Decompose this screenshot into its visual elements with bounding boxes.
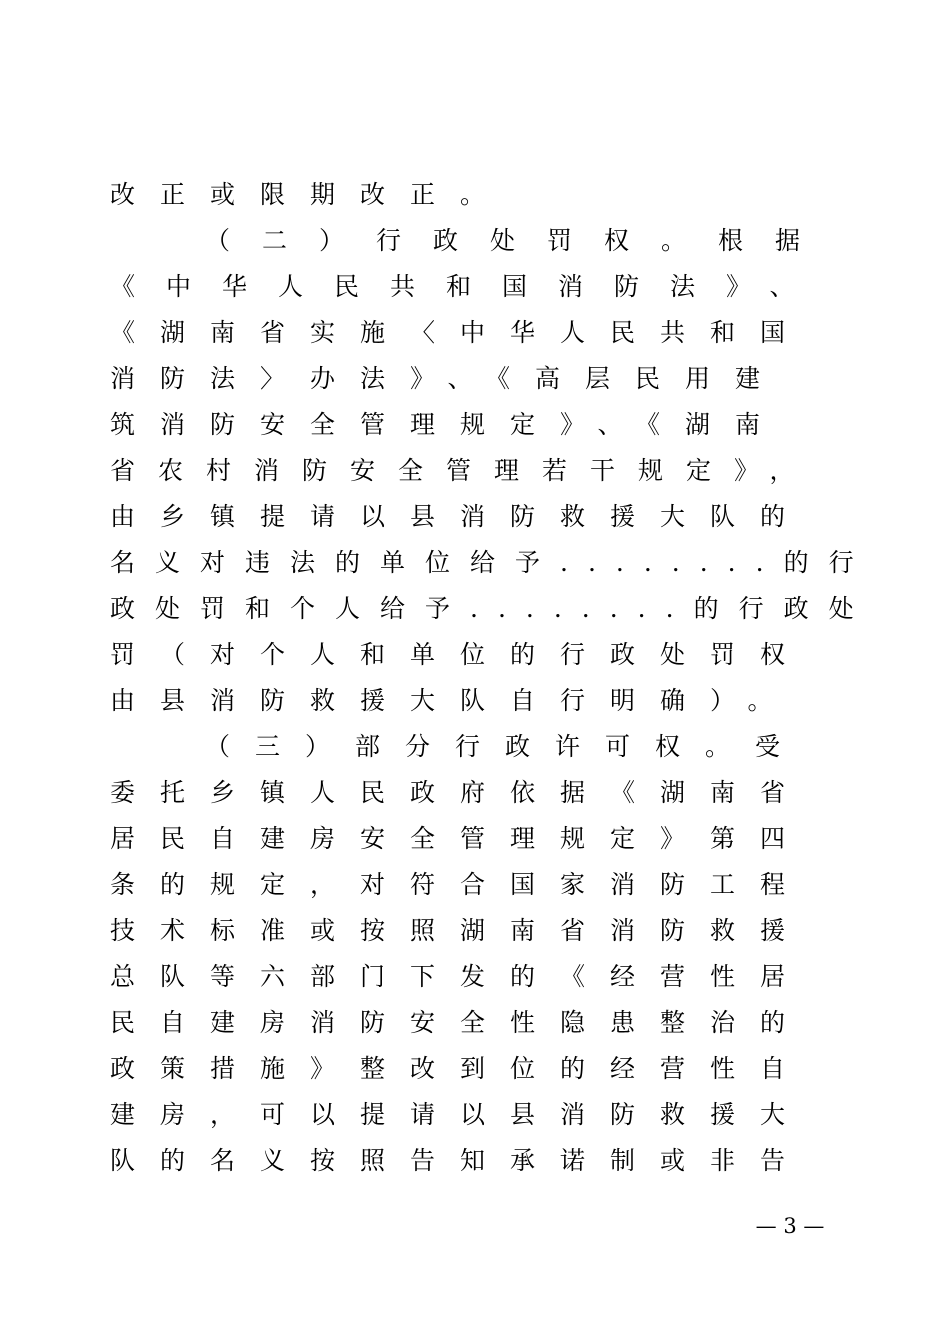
text-line	[110, 448, 830, 494]
line-text: 罚（对个人和单位的行政处罚权	[110, 640, 811, 669]
line-text: 筑消防安全管理规定》、《湖南	[110, 410, 786, 439]
text-line	[110, 678, 830, 724]
line-text: 居民自建房安全管理规定》第四	[110, 824, 811, 853]
line-text: 《湖南省实施〈中华人民共和国	[110, 318, 811, 347]
text-line	[110, 264, 830, 310]
line-text: 由乡镇提请以县消防救援大队的	[110, 502, 811, 531]
line-text: （二）行政处罚权。根据	[205, 226, 833, 255]
line-text: 《中华人民共和国消防法》、	[110, 272, 826, 301]
line-text: 由县消防救援大队自行明确）。	[110, 686, 798, 715]
line-text: 技术标准或按照湖南省消防救援	[110, 916, 811, 945]
line-text: 改正或限期改正。	[110, 180, 511, 209]
section-heading-line	[110, 724, 830, 770]
text-line	[110, 356, 830, 402]
line-text: （三）部分行政许可权。受	[205, 732, 806, 761]
text-line	[110, 770, 830, 816]
line-text: 省农村消防安全管理若干规定》，	[110, 456, 818, 485]
line-text: 条的规定，对符合国家消防工程	[110, 870, 811, 899]
text-line	[110, 310, 830, 356]
text-line	[110, 816, 830, 862]
text-line	[110, 632, 830, 678]
line-text: 消防法〉办法》、《高层民用建	[110, 364, 786, 393]
line-text: 政处罚和个人给予........的行政处	[110, 594, 874, 623]
section-heading-line	[110, 218, 833, 264]
text-line	[110, 862, 830, 908]
text-line	[110, 494, 830, 540]
text-line	[110, 1092, 830, 1138]
text-line	[110, 1046, 830, 1092]
text-line	[110, 954, 830, 1000]
line-text: 队的名义按照告知承诺制或非告	[110, 1146, 811, 1175]
line-text: 总队等六部门下发的《经营性居	[110, 962, 811, 991]
page-number: — 3 —	[755, 1214, 825, 1238]
line-text: 建房，可以提请以县消防救援大	[110, 1100, 811, 1129]
text-line	[110, 402, 830, 448]
text-line	[110, 586, 874, 632]
text-line	[110, 540, 874, 586]
text-line	[110, 1138, 830, 1184]
text-line	[110, 908, 830, 954]
line-text: 政策措施》整改到位的经营性自	[110, 1054, 811, 1083]
text-line	[110, 1000, 830, 1046]
text-line	[110, 172, 830, 218]
line-text: 民自建房消防安全性隐患整治的	[110, 1008, 811, 1037]
line-text: 名义对违法的单位给予........的行	[110, 548, 874, 577]
body-text	[110, 172, 874, 1184]
line-text: 委托乡镇人民政府依据《湖南省	[110, 778, 811, 807]
